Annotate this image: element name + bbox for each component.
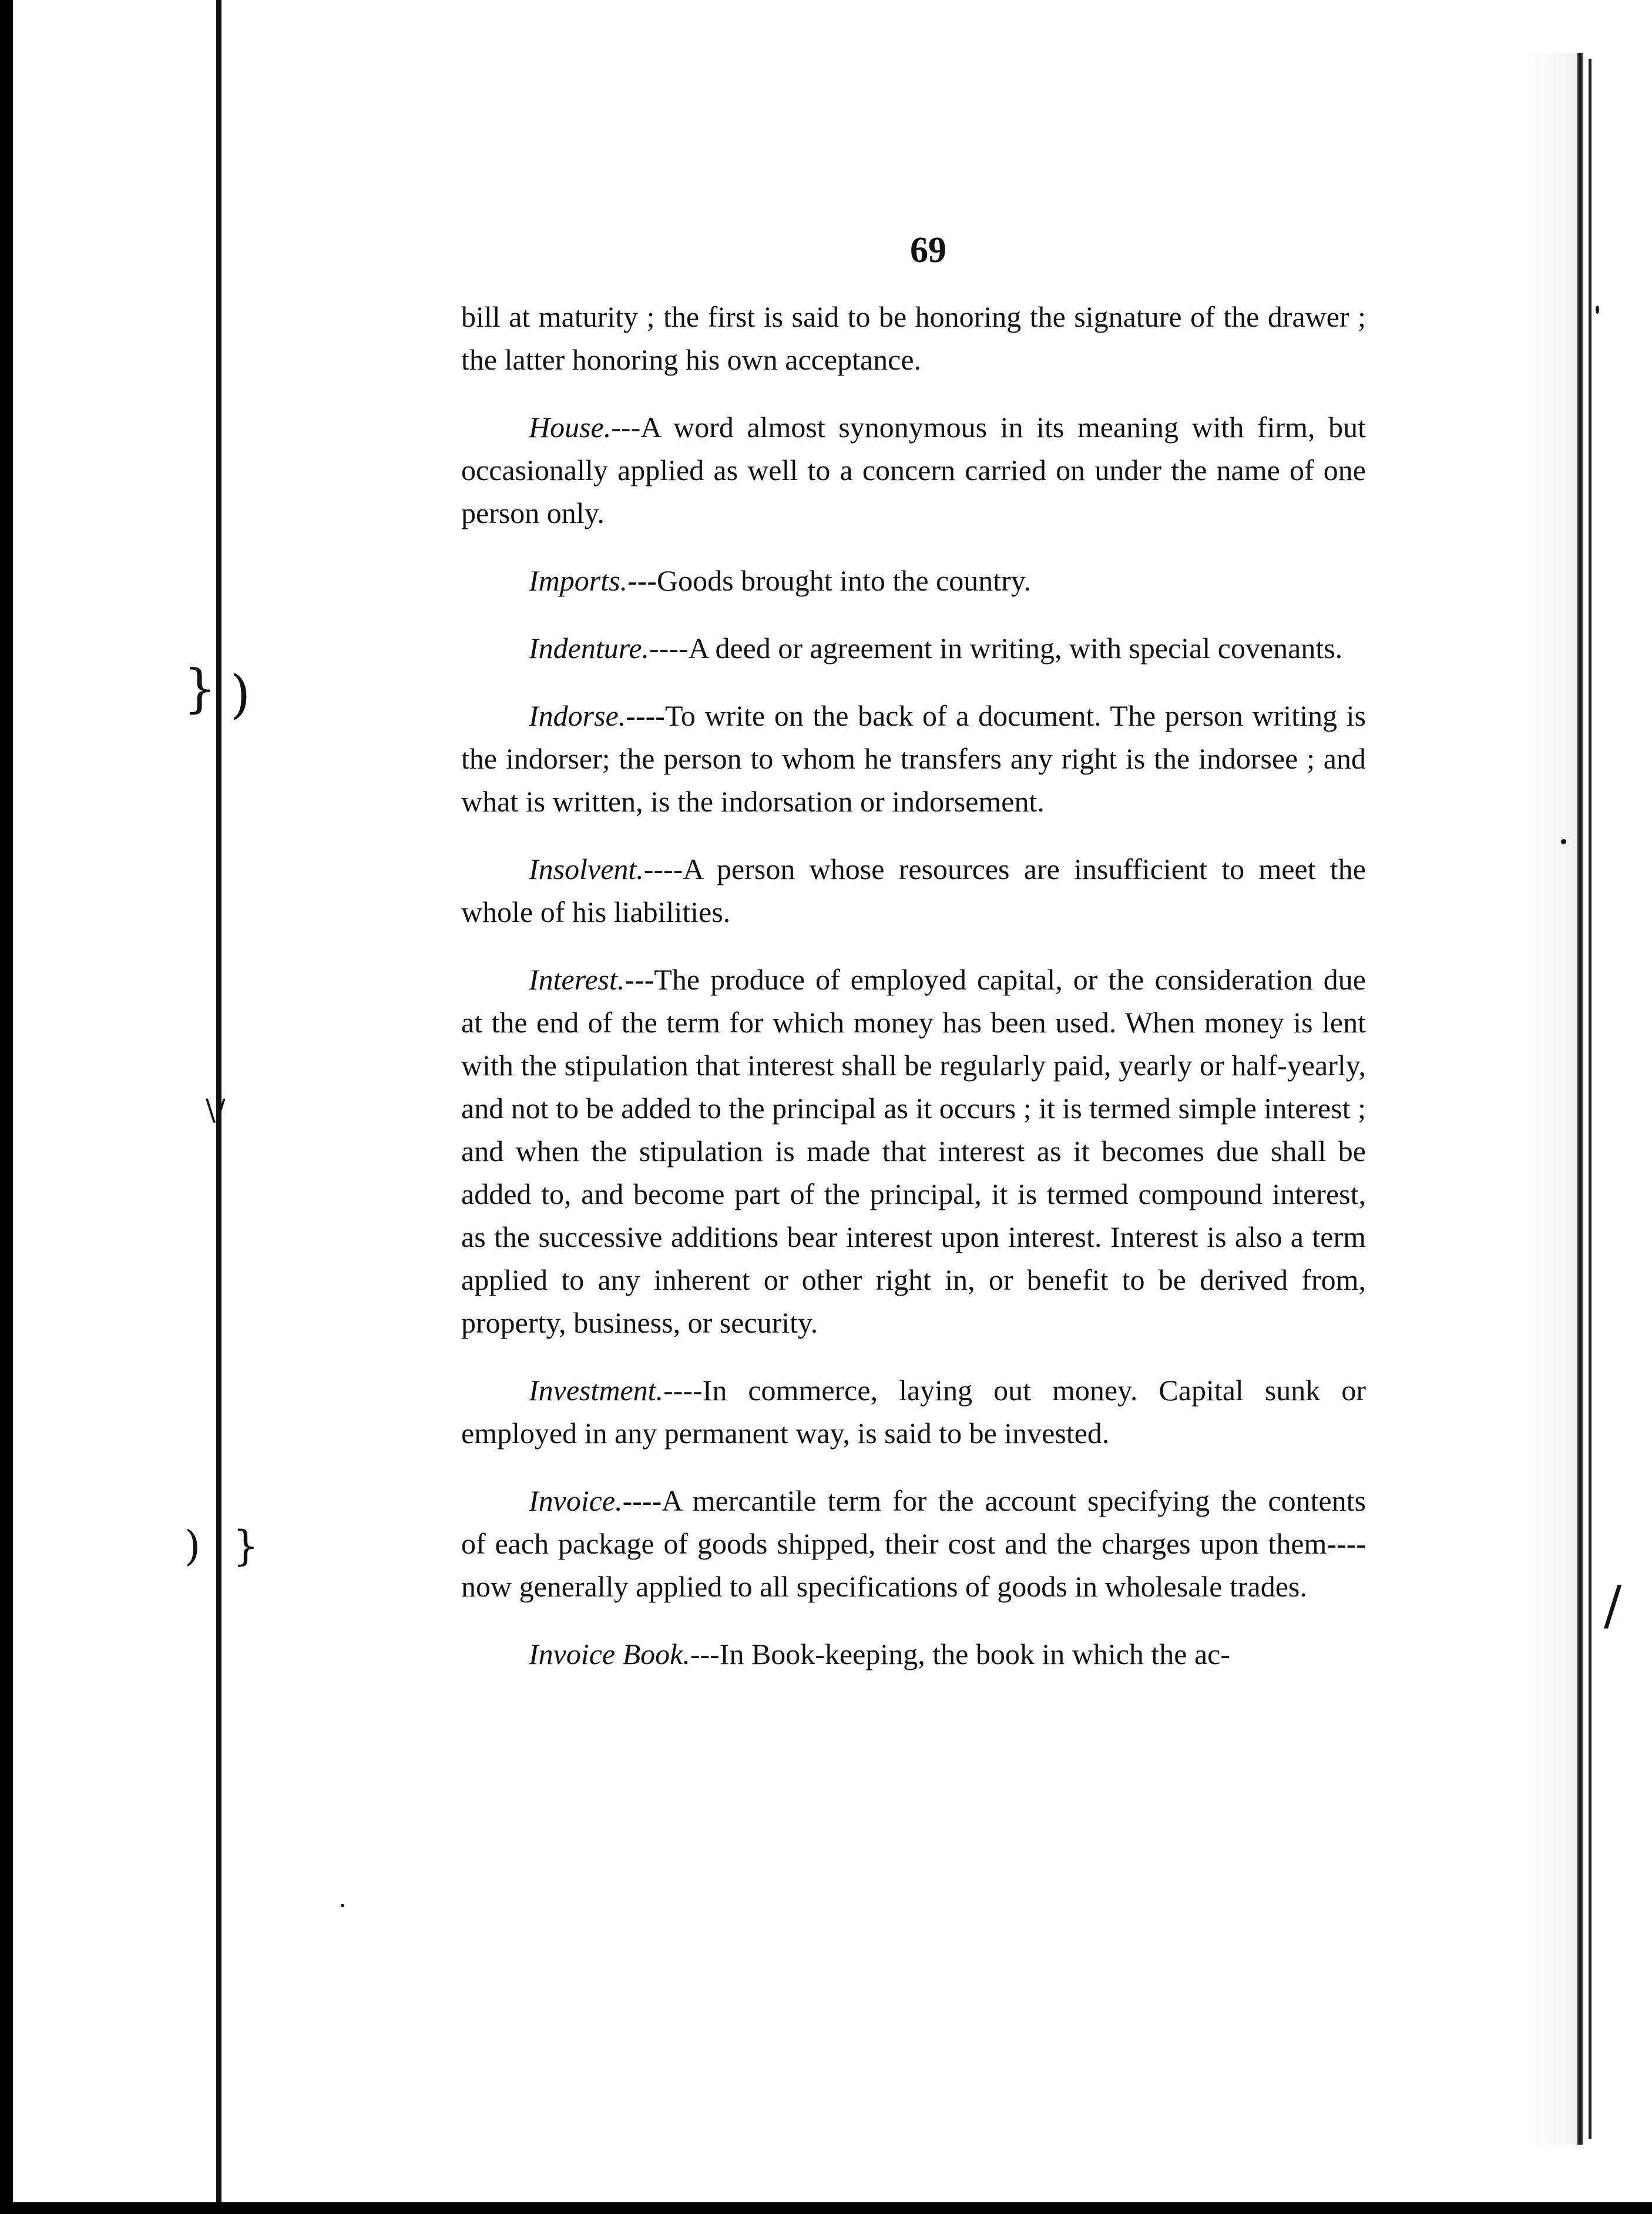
ink-speck xyxy=(1561,839,1566,844)
entry-definition: ---Goods brought into the country. xyxy=(627,564,1031,597)
entry-definition: ---A word almost synonymous in its meaning with firm, but occasionally applied as well to a concern carried on under the name of one person only. xyxy=(461,411,1366,529)
entry-definition: ----To write on the back of a document. The person writing is the indorser; the person to whom he transfers any right is the indorsee ; and what is written, is the indorsation or indorsement. xyxy=(461,699,1366,818)
page-right-edge-outer xyxy=(1589,59,1591,2139)
entry-definition: ----In commerce, laying out money. Capital sunk or employed in any permanent way, is said to be invested. xyxy=(461,1374,1366,1450)
entry-definition: ---In Book-keeping, the book in which the ac- xyxy=(690,1638,1231,1670)
page-number: 69 xyxy=(910,230,946,270)
page-edge-shadow xyxy=(1527,53,1577,2145)
entry-term: Investment. xyxy=(529,1374,664,1407)
glossary-entry xyxy=(461,958,1366,1344)
binding-stitch-mark: \/ xyxy=(206,1093,226,1127)
glossary-entry xyxy=(461,1480,1366,1608)
entry-definition: ----A mercantile term for the account specifying the contents of each package of goods shipped, their cost and the charges upon them----now generally applied to all specifications of goods in wholesale trades. xyxy=(461,1484,1366,1603)
ink-speck xyxy=(1596,306,1599,314)
entry-definition: ----A deed or agreement in writing, with special covenants. xyxy=(649,632,1343,665)
entry-term: House. xyxy=(529,411,612,444)
scan-border-bottom xyxy=(0,2202,1652,2214)
glossary-entry xyxy=(461,1633,1366,1676)
entry-term: Invoice Book. xyxy=(529,1638,690,1670)
glossary-entry xyxy=(461,627,1366,670)
entry-term: Insolvent. xyxy=(529,853,644,885)
edge-tick-mark: / xyxy=(1604,1575,1622,1636)
binding-stitch-mark: ) xyxy=(184,1522,201,1570)
entry-definition: ---The produce of employed capital, or the consideration due at the end of the term for which money has been used. When money is lent with the stipulation that interest shall be regularly paid, yearly or half-yearly, and not to be added to the principal as it occurs ; it is termed simple interest ; and when the stipulation is made that interest as it becomes due shall be added to, and become part of the principal, it is termed compound interest, as the successive additions bear interest upon interest. Interest is also a term applied to any inherent or other right in, or benefit to be derived from, property, business, or security. xyxy=(461,963,1366,1339)
entry-term: Indorse. xyxy=(529,699,626,732)
glossary-entry xyxy=(461,695,1366,823)
entry-definition: ----A person whose resources are insufficient to meet the whole of his liabilities. xyxy=(461,853,1366,928)
glossary-entry xyxy=(461,406,1366,535)
entry-term: Interest. xyxy=(529,963,625,996)
entry-term: Invoice. xyxy=(529,1484,623,1517)
page-right-edge xyxy=(1577,53,1583,2145)
entry-term: Imports. xyxy=(529,564,628,597)
continued-paragraph: bill at maturity ; the first is said to be honoring the signature of the drawer ; the latter honoring his own acceptance. xyxy=(461,300,1366,376)
binding-stitch-mark: } xyxy=(183,658,216,719)
glossary-entry xyxy=(461,848,1366,934)
ink-speck xyxy=(341,1904,344,1907)
book-page xyxy=(461,229,1366,1700)
glossary-entry xyxy=(461,559,1366,602)
binding-stitch-mark: } xyxy=(233,1522,259,1570)
scan-border-left xyxy=(0,0,13,2214)
glossary-entry xyxy=(461,1369,1366,1455)
binding-stitch-mark: ) xyxy=(230,664,251,724)
entry-term: Indenture. xyxy=(529,632,650,665)
